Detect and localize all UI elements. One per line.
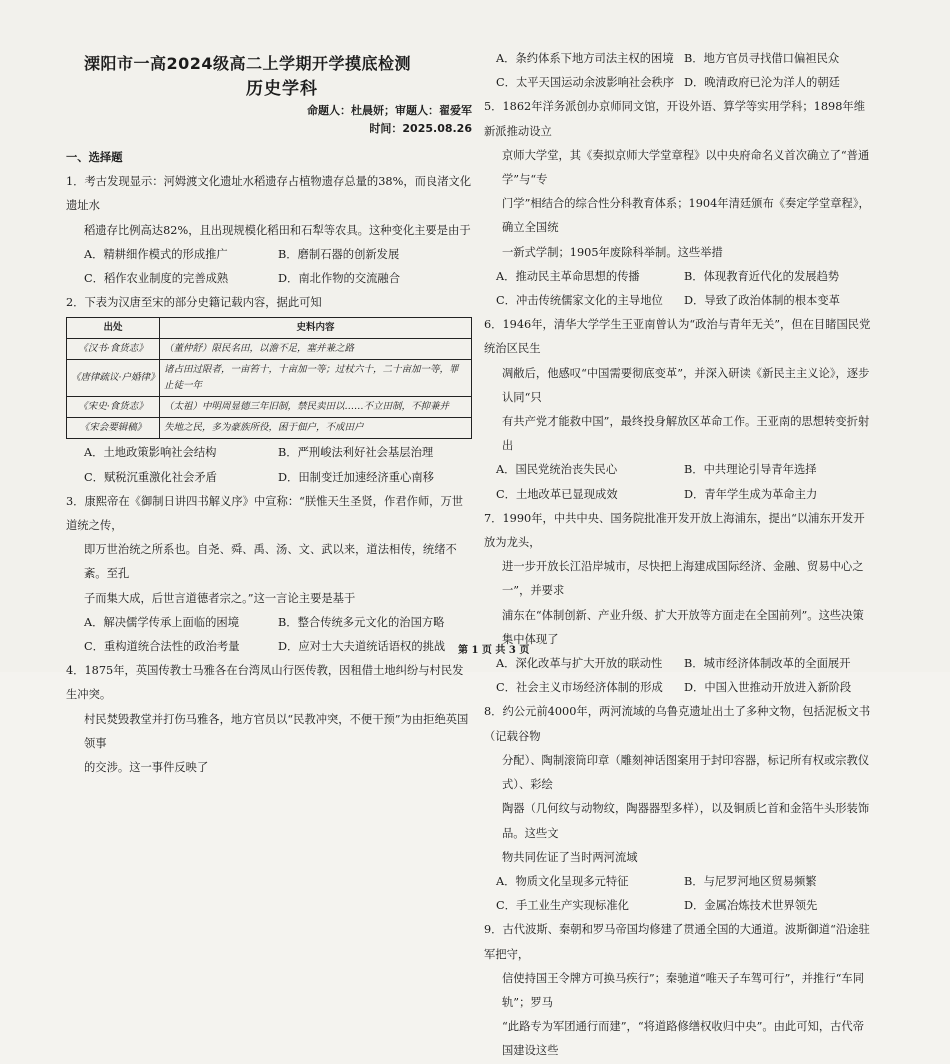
table-row — [67, 339, 472, 360]
table-cell: （董仲舒）限民名田，以澹不足，塞并兼之路 — [160, 339, 472, 360]
question-stem: 子而集大成，后世言道德者宗之。”这一言论主要是基于 — [84, 591, 356, 605]
option-b: B．中共理论引导青年选择 — [684, 463, 817, 477]
question-stem: 5．1862年洋务派创办京师同文馆，开设外语、算学等实用学科；1898年维新派推动设立 — [484, 100, 866, 138]
question-stem: 进一步开放长江沿岸城市，尽快把上海建成国际经济、金融、贸易中心之一”，并要求 — [502, 560, 864, 598]
question-4-options — [484, 47, 872, 95]
option-a: A．解决儒学传承上面临的困境 — [84, 615, 240, 629]
option-d: D．金属冶炼技术世界领先 — [684, 899, 818, 913]
table-row — [67, 418, 472, 439]
option-a: A．深化改革与扩大开放的联动性 — [496, 657, 663, 671]
question-stem: 8．约公元前4000年，两河流域的乌鲁克遗址出土了多种文物，包括泥板文书（记载谷物 — [484, 705, 871, 743]
option-a: A．国民党统治丧失民心 — [496, 463, 618, 477]
option-c: C．重构道统合法性的政治考量 — [84, 640, 240, 654]
exam-title: 溧阳市一高2024级高二上学期开学摸底检测 — [84, 54, 412, 73]
question-stem: 物共同佐证了当时两河流域 — [502, 850, 638, 864]
source-table — [66, 317, 472, 439]
question-stem: 京师大学堂，其《奏拟京师大学堂章程》以中央府命名义首次确立了“普通学”与“专 — [502, 148, 870, 187]
option-d: D．中国入世推动开放进入新阶段 — [684, 681, 852, 695]
option-b: B．整合传统多元文化的治国方略 — [278, 615, 445, 629]
question-2 — [66, 291, 472, 490]
question-stem: 6．1946年，清华大学学生王亚南曾认为“政治与青年无关”，但在目睹国民党统治区民生 — [484, 318, 871, 356]
question-stem: 1．考古发现显示：河姆渡文化遗址水稻遗存占植物遗存总量的38%，而良渚文化遗址水 — [66, 175, 472, 213]
option-c: C．土地改革已显现成效 — [496, 487, 618, 501]
option-c: C．冲击传统儒家文化的主导地位 — [496, 294, 663, 308]
question-stem: 有共产党才能救中国”，最终投身解放区革命工作。王亚南的思想转变折射出 — [502, 415, 870, 453]
table-cell: 《宋史·食货志》 — [67, 397, 160, 418]
question-stem: 4．1875年，英国传教士马雅各在台湾凤山行医传教，因租借土地纠纷与村民发生冲突。 — [66, 664, 464, 702]
table-header: 出处 — [67, 318, 160, 339]
question-stem: 凋敝后，他感叹“中国需要彻底变革”，并深入研读《新民主主义论》，逐步认同“只 — [502, 366, 870, 404]
option-b: B．城市经济体制改革的全面展开 — [684, 657, 851, 671]
option-d: D．导致了政治体制的根本变革 — [684, 294, 840, 308]
option-d: D．田制变迁加速经济重心南移 — [278, 470, 434, 484]
option-d: D．应对士大夫道统话语权的挑战 — [278, 640, 446, 654]
question-stem: 7．1990年，中共中央、国务院批准开发开放上海浦东，提出“以浦东开发开放为龙头， — [484, 511, 865, 550]
option-b: B．严刑峻法利好社会基层治理 — [278, 446, 434, 460]
table-row — [67, 360, 472, 397]
question-6 — [484, 313, 872, 507]
left-column — [66, 52, 472, 780]
option-a: A．精耕细作模式的形成推广 — [84, 247, 228, 261]
table-cell: 《宋会要辑稿》 — [67, 418, 160, 439]
question-5 — [484, 95, 872, 313]
question-stem: 9．古代波斯、秦朝和罗马帝国均修建了贯通全国的大通道。波斯御道“沿途驻军把守， — [484, 923, 870, 961]
right-column — [484, 47, 872, 1064]
option-b: B．与尼罗河地区贸易频繁 — [684, 874, 817, 888]
option-d: D．南北作物的交流融合 — [278, 272, 401, 286]
option-b: B．体现教育近代化的发展趋势 — [684, 269, 840, 283]
option-d: D．青年学生成为革命主力 — [684, 487, 818, 501]
option-c: C．太平天国运动余波影响社会秩序 — [496, 76, 675, 90]
question-8 — [484, 700, 872, 918]
option-c: C．社会主义市场经济体制的形成 — [496, 681, 663, 695]
question-stem: 稻遗存比例高达82%，且出现规模化稻田和石犁等农具。这种变化主要是由于 — [84, 223, 471, 237]
option-b: B．磨制石器的创新发展 — [278, 247, 400, 261]
table-header: 史料内容 — [160, 318, 472, 339]
question-stem: 一新式学制；1905年废除科举制。这些举措 — [502, 245, 723, 259]
question-stem: 2．下表为汉唐至宋的部分史籍记载内容，据此可知 — [66, 296, 322, 310]
question-stem: 陶器（几何纹与动物纹，陶器器型多样），以及铜质匕首和金箔牛头形装饰品。这些文 — [502, 802, 870, 840]
subject-title: 历史学科 — [246, 79, 318, 99]
question-stem: 门学”相结合的综合性分科教育体系；1904年清廷颁布《奏定学堂章程》，确立全国统 — [502, 197, 870, 235]
option-a: A．推动民主革命思想的传播 — [496, 269, 640, 283]
question-stem: 3．康熙帝在《御制日讲四书解义序》中宣称：“朕惟天生圣贤，作君作师，万世道统之传， — [66, 494, 464, 533]
question-stem: 浦东在“体制创新、产业升级、扩大开放等方面走在全国前列”。这些决策集中体现了 — [502, 608, 864, 646]
table-cell: 失地之民，多为豪族所役，困于佃户，不成田户 — [160, 418, 472, 439]
section-title: 一、选择题 — [66, 151, 123, 164]
question-stem: “此路专为军团通行而建”，“将道路修缮权收归中央”。由此可知，古代帝国建设这些 — [502, 1020, 865, 1058]
option-b: B．地方官员寻找借口偏袒民众 — [684, 52, 840, 65]
table-cell: （太祖）中明周显德三年旧制，禁民卖田以……不立田制，不抑兼并 — [160, 397, 472, 418]
option-a: A．土地政策影响社会结构 — [84, 446, 217, 460]
question-9 — [484, 918, 872, 1063]
exam-date: 时间：2025.08.26 — [369, 122, 472, 135]
table-cell: 诸占田过限者，一亩笞十，十亩加一等；过杖六十，二十亩加一等，罪止徒一年 — [160, 360, 472, 397]
option-a: A．条约体系下地方司法主权的困境 — [496, 52, 674, 65]
page-number: 第 1 页 共 3 页 — [458, 645, 530, 656]
question-3 — [66, 490, 472, 659]
option-c: C．稻作农业制度的完善成熟 — [84, 272, 229, 286]
option-a: A．物质文化呈现多元特征 — [496, 874, 629, 888]
question-stem: 即万世治统之所系也。自尧、舜、禹、汤、文、武以来，道法相传，统绪不紊。至孔 — [84, 543, 457, 581]
table-cell: 《汉书·食货志》 — [67, 339, 160, 360]
option-c: C．手工业生产实现标准化 — [496, 899, 629, 913]
option-c: C．赋税沉重激化社会矛盾 — [84, 470, 217, 484]
question-stem: 信使持国王令牌方可换马疾行”；秦驰道“唯天子车驾可行”，并推行“车同轨”；罗马 — [502, 971, 865, 1009]
question-4 — [66, 659, 472, 780]
question-7 — [484, 507, 872, 701]
question-stem: 分配）、陶制滚筒印章（雕刻神话图案用于封印容器，标记所有权或宗教仪式）、彩绘 — [502, 753, 870, 792]
question-1 — [66, 170, 472, 291]
authors-line: 命题人：杜晨妍；审题人：翟爱军 — [307, 104, 472, 117]
table-row — [67, 397, 472, 418]
question-stem: 的交涉。这一事件反映了 — [84, 761, 209, 775]
question-stem: 村民焚毁教堂并打伤马雅各，地方官员以“民教冲突，不便干预”为由拒绝英国领事 — [84, 712, 469, 750]
table-cell: 《唐律疏议·户婚律》 — [67, 360, 160, 397]
option-d: D．晚清政府已沦为洋人的朝廷 — [684, 76, 840, 90]
